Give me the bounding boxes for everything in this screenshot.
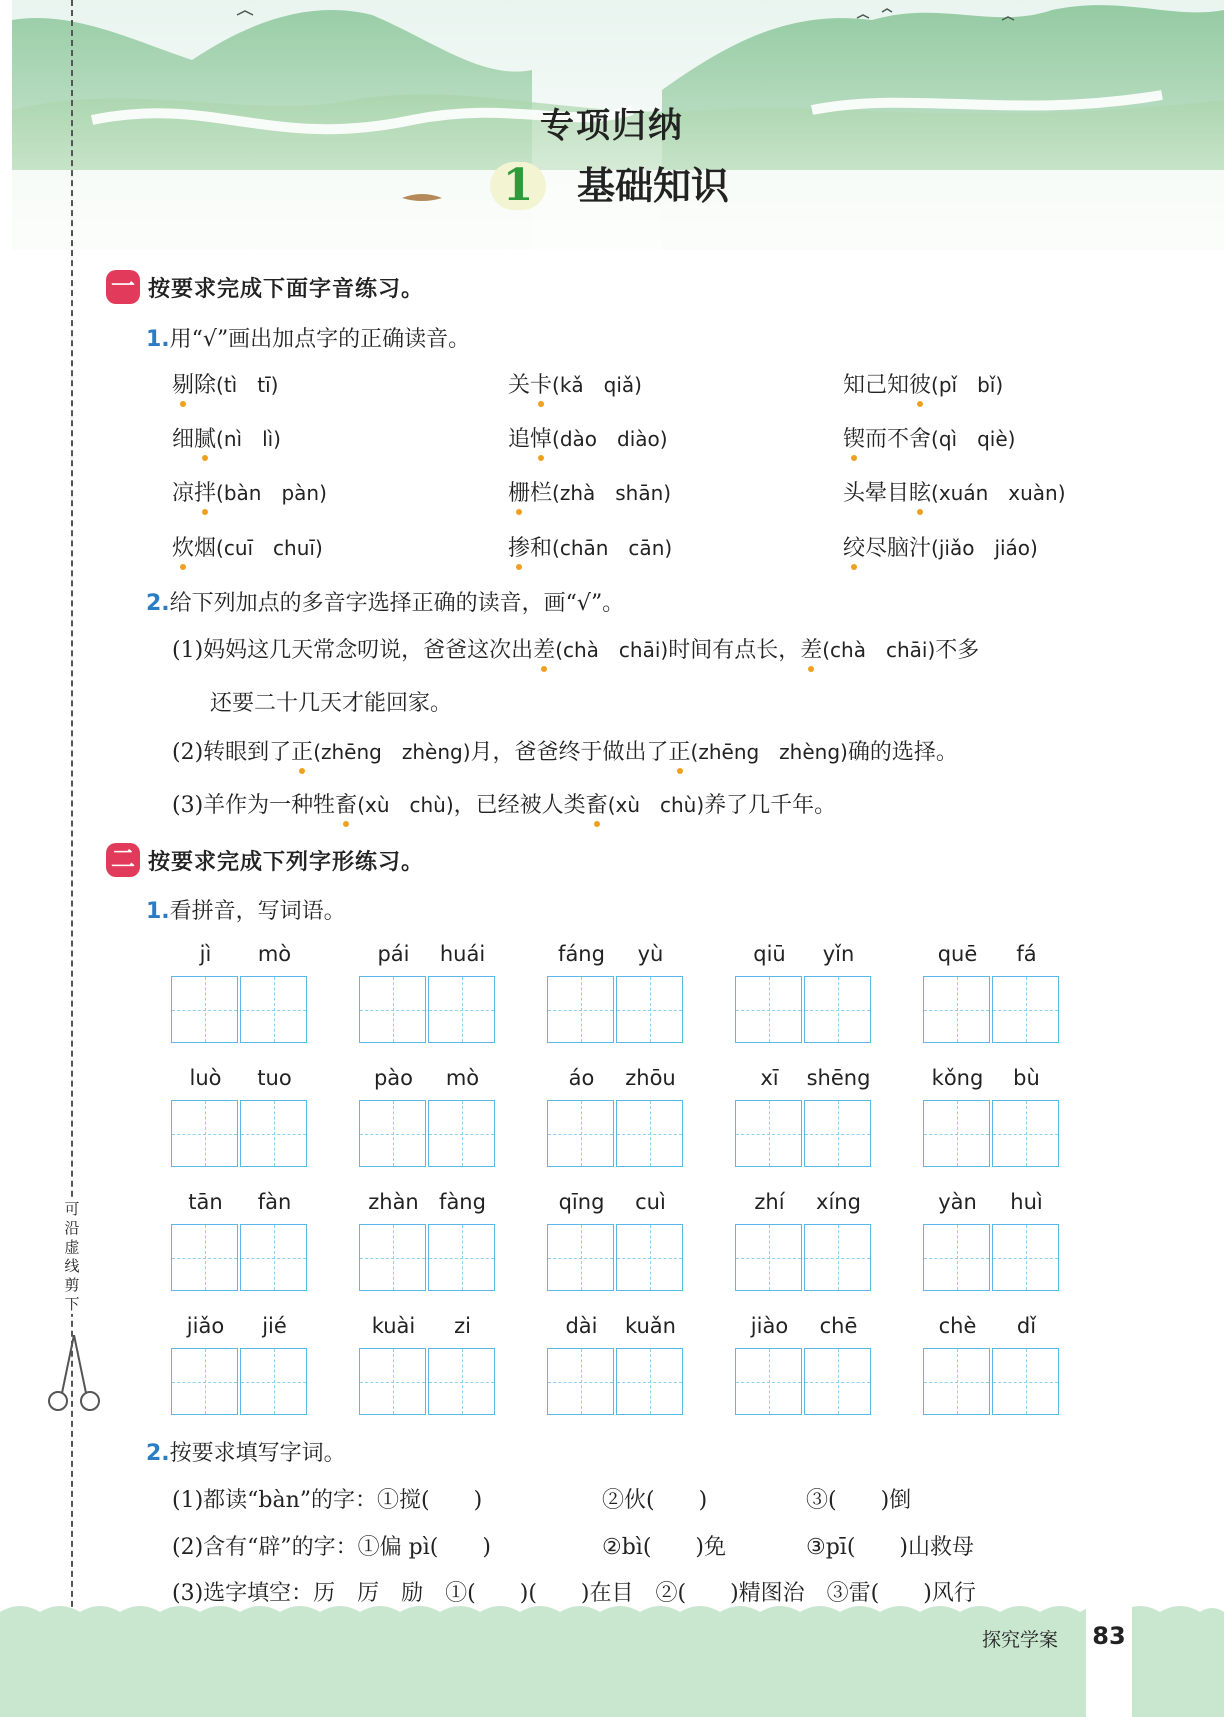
pinyin-options: (jiǎo jiáo) (931, 536, 1038, 560)
pinyin-syllable: jiǎo (186, 1314, 225, 1338)
dotted-char: 悼 (530, 422, 552, 453)
pinyin-syllable: dài (565, 1314, 598, 1338)
dotted-char: 卡 (530, 368, 552, 399)
question-number: 2. (146, 591, 170, 616)
pronunciation-item (172, 531, 323, 562)
pinyin-options: (zhēng zhèng) (313, 740, 471, 764)
dotted-char: 差 (533, 633, 555, 664)
writing-cell[interactable] (923, 1348, 990, 1415)
pinyin-syllable: huái (439, 942, 486, 966)
pinyin-options: (pǐ bǐ) (931, 373, 1004, 397)
writing-cell[interactable] (804, 1100, 871, 1167)
writing-cell[interactable] (359, 1100, 426, 1167)
writing-grid[interactable] (547, 1348, 685, 1416)
pinyin-options: (chà chāi) (555, 638, 669, 662)
pinyin-syllable: tuo (257, 1066, 292, 1090)
pinyin-options: (bàn pàn) (216, 481, 327, 505)
writing-cell[interactable] (735, 1224, 802, 1291)
question-text: 给下列加点的多音字选择正确的读音，画“√”。 (169, 591, 625, 616)
pinyin-options: (chà chāi) (822, 638, 936, 662)
s2-q1-prompt (146, 894, 346, 925)
pinyin-syllable: kuài (371, 1314, 416, 1338)
dotted-char: 绞 (843, 531, 865, 562)
writing-grid[interactable] (171, 1224, 309, 1292)
writing-cell[interactable] (923, 1224, 990, 1291)
writing-cell[interactable] (171, 1224, 238, 1291)
dotted-char: 炊 (172, 531, 194, 562)
writing-cell[interactable] (992, 1348, 1059, 1415)
pinyin-syllable: yàn (938, 1190, 977, 1214)
writing-cell[interactable] (616, 1348, 683, 1415)
writing-cell[interactable] (804, 1224, 871, 1291)
section-2-title: 按要求完成下列字形练习。 (148, 850, 425, 875)
pinyin-syllable: jié (262, 1314, 287, 1338)
sentence-text: (2)转眼到了 (172, 740, 292, 765)
writing-cell[interactable] (359, 1224, 426, 1291)
word-text: 头晕目 (843, 481, 910, 506)
writing-cell[interactable] (804, 1348, 871, 1415)
pinyin-options: (nì lì) (216, 427, 281, 451)
pronunciation-item (508, 422, 668, 453)
dotted-char: 彼 (909, 368, 931, 399)
pinyin-syllable: yù (637, 942, 664, 966)
writing-grid[interactable] (547, 1224, 685, 1292)
writing-cell[interactable] (428, 1100, 495, 1167)
s1-q2-sentence-2 (172, 735, 958, 766)
pronunciation-item (843, 476, 1066, 507)
writing-cell[interactable] (992, 1224, 1059, 1291)
question-text: 按要求填写字词。 (169, 1441, 346, 1466)
writing-grid[interactable] (547, 1100, 685, 1168)
word-text: 而不舍 (865, 427, 932, 452)
writing-grid[interactable] (735, 976, 873, 1044)
s2-q2-prompt (146, 1436, 346, 1467)
sentence-text: (1)妈妈这几天常念叨说，爸爸这次出 (172, 638, 534, 663)
sentence-text: 不多 (935, 638, 980, 663)
subtitle-number: 1 (490, 162, 546, 210)
pinyin-syllable: jì (199, 942, 212, 966)
s2-q2-line1-c: ③( )倒 (806, 1488, 912, 1513)
cut-hint: 可沿虚线剪下 (64, 1200, 80, 1313)
writing-cell[interactable] (547, 1100, 614, 1167)
dotted-char: 畜 (335, 788, 357, 819)
pronunciation-item (172, 476, 327, 507)
writing-cell[interactable] (171, 976, 238, 1043)
question-text: 用“√”画出加点字的正确读音。 (169, 327, 471, 352)
writing-grid[interactable] (359, 976, 497, 1044)
writing-grid[interactable] (923, 1224, 1061, 1292)
s2-q2-line1-a: (1)都读“bàn”的字：①搅( ) (172, 1488, 483, 1513)
word-text: 凉 (172, 481, 195, 506)
writing-cell[interactable] (359, 976, 426, 1043)
subtitle: 基础知识 (577, 163, 730, 208)
pinyin-syllable: zi (454, 1314, 471, 1338)
s1-q2-prompt (146, 586, 624, 617)
dotted-char: 正 (291, 735, 313, 766)
writing-cell[interactable] (735, 1348, 802, 1415)
s1-q2-sentence-1-cont: 还要二十几天才能回家。 (210, 691, 453, 716)
pinyin-syllable: zhí (754, 1190, 785, 1214)
writing-cell[interactable] (804, 976, 871, 1043)
footer-label: 探究学案 (982, 1629, 1059, 1651)
section-1-title: 按要求完成下面字音练习。 (148, 277, 425, 302)
pronunciation-item (172, 422, 281, 453)
pronunciation-item (843, 422, 1015, 453)
writing-grid[interactable] (735, 1224, 873, 1292)
word-text: 关 (508, 373, 531, 398)
writing-cell[interactable] (923, 976, 990, 1043)
writing-grid[interactable] (735, 1348, 873, 1416)
writing-grid[interactable] (547, 976, 685, 1044)
writing-grid[interactable] (923, 976, 1061, 1044)
word-text: 追 (508, 427, 531, 452)
dotted-char: 剔 (172, 368, 194, 399)
writing-cell[interactable] (735, 976, 802, 1043)
pinyin-options: (kǎ qiǎ) (552, 373, 642, 397)
word-text: 细 (172, 427, 195, 452)
writing-cell[interactable] (616, 1100, 683, 1167)
writing-cell[interactable] (171, 1348, 238, 1415)
pinyin-syllable: fá (1016, 942, 1037, 966)
pinyin-syllable: chè (938, 1314, 977, 1338)
pinyin-syllable: mò (257, 942, 292, 966)
word-text: 除 (194, 373, 217, 398)
writing-grid[interactable] (923, 1100, 1061, 1168)
pinyin-syllable: pào (373, 1066, 414, 1090)
pinyin-syllable: chē (819, 1314, 858, 1338)
writing-cell[interactable] (547, 1224, 614, 1291)
pinyin-syllable: fàng (439, 1190, 486, 1214)
word-text: 知己知 (843, 373, 910, 398)
scissors-icon (44, 1335, 104, 1415)
footer-wave-band (0, 1600, 1224, 1717)
pinyin-syllable: dǐ (1016, 1314, 1037, 1338)
pinyin-syllable: mò (445, 1066, 480, 1090)
writing-cell[interactable] (240, 1348, 307, 1415)
word-text: 栏 (530, 481, 553, 506)
pinyin-syllable: fàn (257, 1190, 292, 1214)
writing-grid[interactable] (171, 976, 309, 1044)
dotted-char: 畜 (586, 788, 608, 819)
writing-cell[interactable] (428, 1224, 495, 1291)
writing-cell[interactable] (240, 1100, 307, 1167)
page-number: 83 (1092, 1622, 1126, 1650)
writing-cell[interactable] (992, 1100, 1059, 1167)
section-1-badge: 一 (106, 270, 140, 304)
pinyin-options: (zhà shān) (552, 481, 672, 505)
pinyin-options: (zhēng zhèng) (690, 740, 848, 764)
writing-cell[interactable] (428, 976, 495, 1043)
pinyin-syllable: jiào (750, 1314, 789, 1338)
writing-cell[interactable] (616, 976, 683, 1043)
sentence-text: ，已经被人类 (453, 793, 586, 818)
writing-cell[interactable] (428, 1348, 495, 1415)
pinyin-syllable: áo (568, 1066, 595, 1090)
pinyin-syllable: cuì (635, 1190, 666, 1214)
writing-cell[interactable] (992, 976, 1059, 1043)
word-text: 烟 (194, 536, 217, 561)
pronunciation-item (508, 476, 671, 507)
writing-cell[interactable] (359, 1348, 426, 1415)
pinyin-syllable: kuǎn (624, 1314, 676, 1338)
pinyin-syllable: qiū (753, 942, 786, 966)
pinyin-syllable: quē (937, 942, 978, 966)
writing-grid[interactable] (171, 1348, 309, 1416)
pinyin-syllable: xī (760, 1066, 779, 1090)
cut-dashed-line (71, 0, 73, 1717)
pinyin-options: (xuán xuàn) (931, 481, 1066, 505)
sentence-text: 养了几千年。 (704, 793, 837, 818)
pronunciation-item (508, 531, 672, 562)
pronunciation-item (172, 368, 278, 399)
pinyin-syllable: zhōu (625, 1066, 676, 1090)
writing-cell[interactable] (547, 976, 614, 1043)
pinyin-syllable: luò (189, 1066, 222, 1090)
page-title: 专项归纳 (540, 106, 684, 146)
pinyin-syllable: huì (1010, 1190, 1043, 1214)
pinyin-syllable: bù (1013, 1066, 1040, 1090)
pinyin-syllable: xíng (816, 1190, 861, 1214)
pronunciation-item (843, 368, 1003, 399)
pinyin-options: (dào diào) (552, 427, 668, 451)
s2-q2-line2-c: ③pī( )山救母 (806, 1535, 975, 1560)
pinyin-syllable: fáng (558, 942, 605, 966)
writing-cell[interactable] (616, 1224, 683, 1291)
dotted-char: 拌 (194, 476, 216, 507)
question-number: 1. (146, 899, 170, 924)
s2-q2-line2-b: ②bì( )免 (602, 1535, 727, 1560)
writing-cell[interactable] (923, 1100, 990, 1167)
dotted-char: 腻 (194, 422, 216, 453)
s1-q1-prompt (146, 322, 470, 353)
writing-cell[interactable] (547, 1348, 614, 1415)
sentence-text: 时间有点长， (668, 638, 801, 663)
dotted-char: 掺 (508, 531, 530, 562)
pinyin-syllable: tān (188, 1190, 223, 1214)
pinyin-options: (xù chù) (607, 793, 705, 817)
writing-cell[interactable] (171, 1100, 238, 1167)
dotted-char: 锲 (843, 422, 865, 453)
sentence-text: 月，爸爸终于做出了 (470, 740, 669, 765)
writing-grid[interactable] (359, 1348, 497, 1416)
section-2-badge: 二 (106, 843, 140, 877)
pinyin-syllable: qīng (558, 1190, 605, 1214)
s1-q2-sentence-3 (172, 788, 836, 819)
sentence-text: (3)羊作为一种牲 (172, 793, 336, 818)
pinyin-syllable: pái (377, 942, 410, 966)
pinyin-options: (qì qiè) (931, 427, 1016, 451)
writing-cell[interactable] (240, 1224, 307, 1291)
dotted-char: 差 (800, 633, 822, 664)
s2-q2-line2-a: (2)含有“辟”的字：①偏 pì( ) (172, 1535, 491, 1560)
question-number: 2. (146, 1441, 170, 1466)
pronunciation-item (508, 368, 642, 399)
writing-cell[interactable] (735, 1100, 802, 1167)
question-number: 1. (146, 327, 170, 352)
s2-q2-line1-b: ②伙( ) (602, 1488, 708, 1513)
dotted-char: 眩 (909, 476, 931, 507)
pinyin-options: (tì tī) (216, 373, 279, 397)
pinyin-options: (xù chù) (357, 793, 454, 817)
writing-grid[interactable] (171, 1100, 309, 1168)
question-text: 看拼音，写词语。 (169, 899, 346, 924)
writing-cell[interactable] (240, 976, 307, 1043)
s2-q2-line3: (3)选字填空：历 厉 励 ①( )( )在目 ②( )精图治 ③雷( )风行 (172, 1581, 976, 1606)
pinyin-syllable: kǒng (931, 1066, 984, 1090)
dotted-char: 栅 (508, 476, 530, 507)
pinyin-options: (chān cān) (552, 536, 673, 560)
writing-grid[interactable] (735, 1100, 873, 1168)
pinyin-syllable: shēng (806, 1066, 871, 1090)
word-text: 和 (530, 536, 553, 561)
dotted-char: 正 (669, 735, 691, 766)
s1-q2-sentence-1 (172, 633, 979, 664)
writing-grid[interactable] (359, 1100, 497, 1168)
writing-grid[interactable] (923, 1348, 1061, 1416)
pinyin-syllable: yǐn (822, 942, 855, 966)
pinyin-syllable: zhàn (368, 1190, 419, 1214)
writing-grid[interactable] (359, 1224, 497, 1292)
word-text: 尽脑汁 (865, 536, 932, 561)
pinyin-options: (cuī chuī) (216, 536, 323, 560)
sentence-text: 确的选择。 (847, 740, 958, 765)
pronunciation-item (843, 531, 1038, 562)
